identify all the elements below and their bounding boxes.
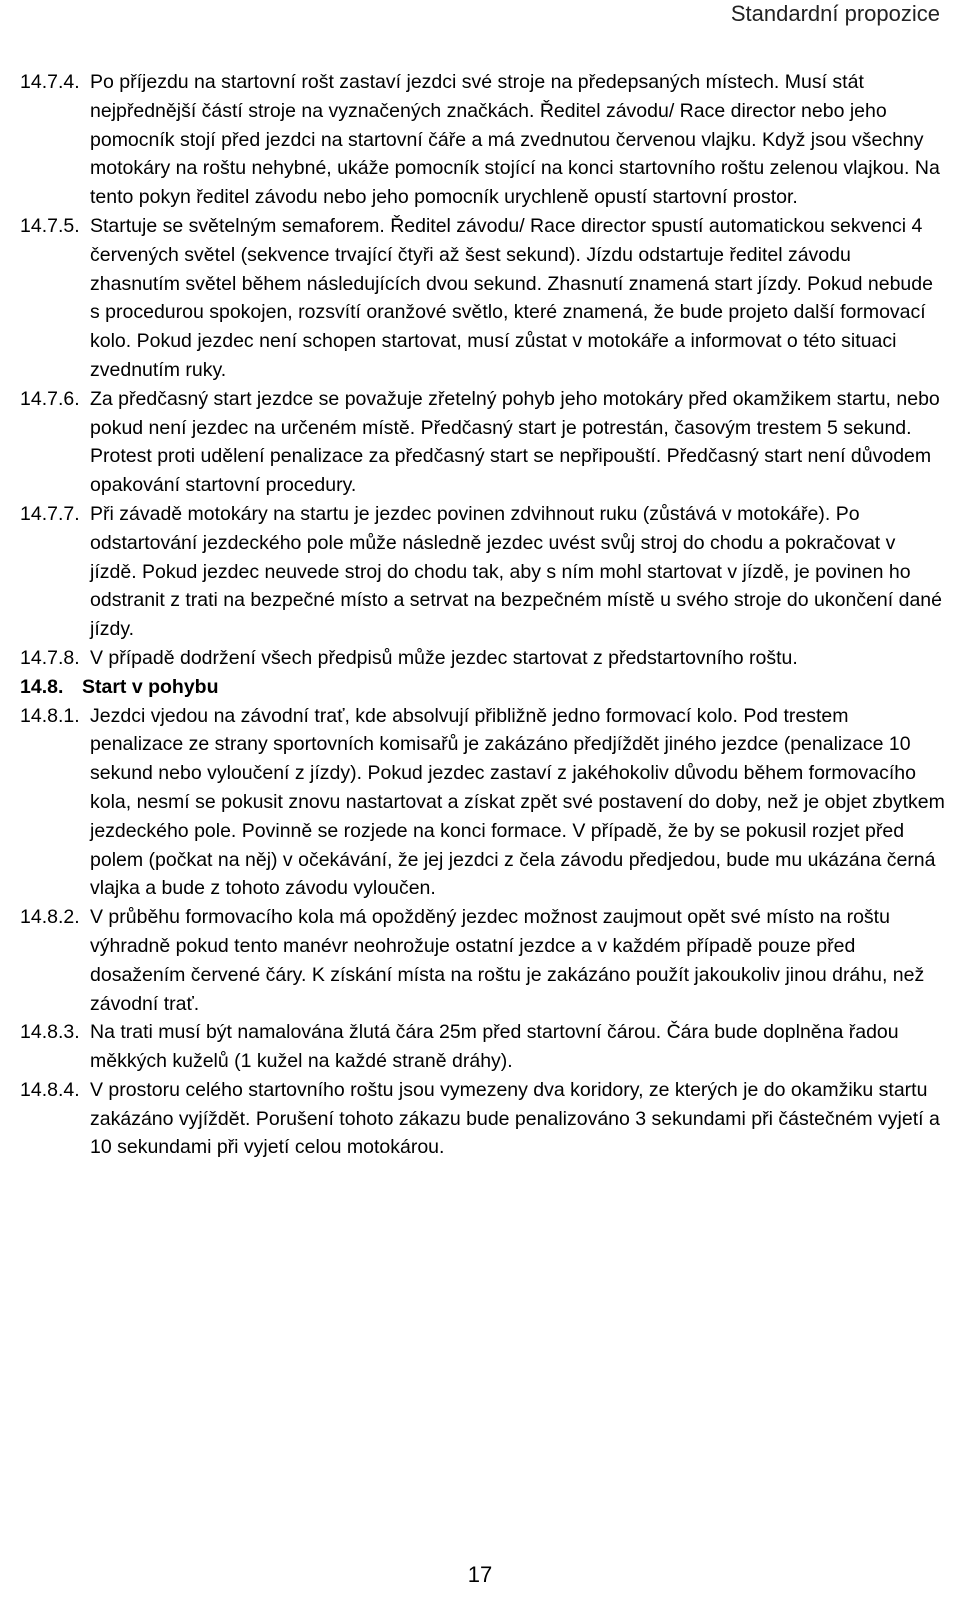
section-14-7-7 <box>20 500 946 644</box>
section-14-8-4 <box>20 1076 946 1162</box>
section-number: 14.8.4. <box>20 1078 80 1101</box>
section-14-7-6 <box>20 385 946 500</box>
section-text: V prostoru celého startovního roštu jsou vymezeny dva koridory, ze kterých je do okamžiku startu zakázáno vyjíždět. Porušení tohoto zákazu bude penalizováno 3 sekundami při částečném vyjetí a 10 sekundami při vyjetí celou motokárou. <box>90 1078 940 1159</box>
section-text: V průběhu formovacího kola má opožděný jezdec možnost zaujmout opět své místo na roštu výhradně pokud tento manévr neohrožuje ostatní jezdce a v každém případě pouze před dosažením červené čáry. K získání místa na roštu je zakázáno použít jakoukoliv jinou dráhu, než závodní trať. <box>90 906 925 1015</box>
section-14-7-4 <box>20 68 946 212</box>
section-number: 14.8.3. <box>20 1021 80 1044</box>
document-body <box>20 68 946 1162</box>
running-header: Standardní propozice <box>730 1 940 26</box>
section-text: Při závadě motokáry na startu je jezdec povinen zdvihnout ruku (zůstává v motokáře). Po odstartování jezdeckého pole může následně jezdec uvést svůj stroj do chodu a pokračovat v jízdě. Pokud jezdec neuvede stroj do chodu tak, aby s ním mohl startovat v jízdě, je povinen ho odstranit z trati na bezpečné místo a setrvat na bezpečném místě u svého stroje do ukončení dané jízdy. <box>90 502 942 641</box>
section-text: Na trati musí být namalována žlutá čára 25m před startovní čárou. Čára bude doplněna řadou měkkých kuželů (1 kužel na každé straně dráhy). <box>90 1021 899 1073</box>
section-14-8-1 <box>20 702 946 904</box>
section-14-7-5 <box>20 212 946 385</box>
section-text: Startuje se světelným semaforem. Ředitel závodu/ Race director spustí automatickou sekvenci 4 červených světel (sekvence trvající čtyři až šest sekund). Jízdu odstartuje ředitel závodu zhasnutím světel během následujících dvou sekund. Zhasnutí znamená start jízdy. Pokud nebude s procedurou spokojen, rozsvítí oranžové světlo, které znamená, že bude projeto další formovací kolo. Pokud jezdec není schopen startovat, musí zůstat v motokáře a informovat o této situaci zvednutím ruky. <box>90 214 933 381</box>
section-number: 14.8.1. <box>20 704 80 727</box>
section-text: Jezdci vjedou na závodní trať, kde absolvují přibližně jedno formovací kolo. Pod trestem penalizace ze strany sportovních komisařů je zakázáno předjíždět jiného jezdce (penalizace 10 sekund nebo vyloučení z jízdy). Pokud jezdec zastaví z jakéhokoliv důvodu během formovacího kola, nesmí se pokusit znovu nastartovat a získat zpět své postavení do doby, než je objet zbytkem jezdeckého pole. Povinně se rozjede na konci formace. V případě, že by se pokusil rozjet před polem (počkat na něj) v očekávání, že jej jezdci z čela závodu předjedou, bude mu ukázána černá vlajka a bude z tohoto závodu vyloučen. <box>90 704 945 900</box>
section-number: 14.7.6. <box>20 387 80 410</box>
section-text: V případě dodržení všech předpisů může jezdec startovat z předstartovního roštu. <box>90 646 798 669</box>
section-heading-text: Start v pohybu <box>82 675 219 698</box>
section-text: Za předčasný start jezdce se považuje zřetelný pohyb jeho motokáry před okamžikem startu, nebo pokud není jezdec na určeném místě. Předčasný start je potrestán, časovým trestem 5 sekund. Protest proti udělení penalizace za předčasný start se nepřipouští. Předčasný start není důvodem opakování startovní procedury. <box>90 387 940 497</box>
section-number: 14.8.2. <box>20 906 80 929</box>
section-number: 14.8. <box>20 675 64 698</box>
section-number: 14.7.4. <box>20 71 80 93</box>
section-14-7-8 <box>20 644 946 673</box>
section-number: 14.7.5. <box>20 214 80 237</box>
section-number: 14.7.8. <box>20 646 80 669</box>
section-heading-14-8 <box>20 673 946 702</box>
page-number: 17 <box>467 1562 493 1587</box>
section-number: 14.7.7. <box>20 502 80 525</box>
section-14-8-2 <box>20 903 946 1018</box>
section-14-8-3 <box>20 1018 946 1076</box>
section-text: Po příjezdu na startovní rošt zastaví jezdci své stroje na předepsaných místech. Musí stát nejpřednější částí stroje na vyznačených značkách. Ředitel závodu/ Race director nebo jeho pomocník stojí před jezdci na startovní čáře a má zvednutou červenou vlajku. Když jsou všechny motokáry na roštu nehybné, ukáže pomocník stojící na konci startovního roštu zelenou vlajkou. Na tento pokyn ředitel závodu nebo jeho pomocník urychleně opustí startovní prostor. <box>90 71 940 209</box>
